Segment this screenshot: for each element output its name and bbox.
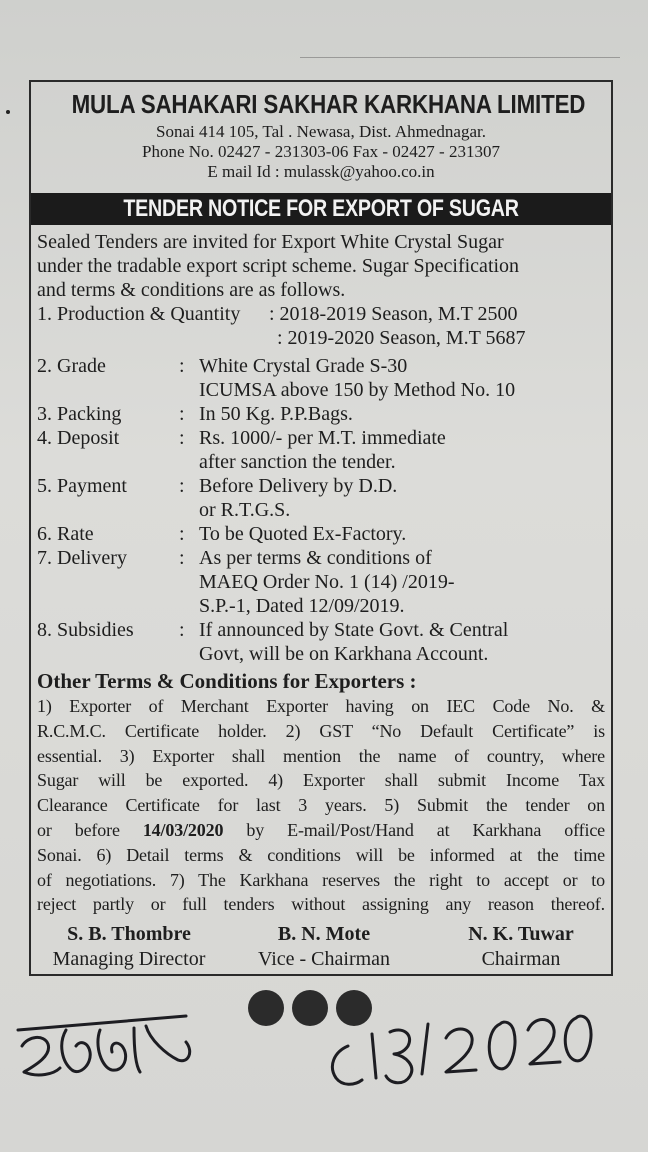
- ornament-dot: [248, 990, 284, 1026]
- signatory-chairman: [441, 922, 601, 972]
- org-address: Sonai 414 105, Tal . Newasa, Dist. Ahmednagar.: [156, 122, 486, 141]
- signatory-role: Chairman: [481, 948, 561, 970]
- spec-label: 2. Grade: [37, 355, 106, 377]
- spec-value: S.P.-1, Dated 12/09/2019.: [199, 595, 405, 617]
- terms-line: Sugar will be exported. 4) Exporter shall submit Income Tax: [37, 770, 605, 791]
- spec-value: ICUMSA above 150 by Method No. 10: [199, 379, 516, 401]
- org-name: MULA SAHAKARI SAKHAR KARKHANA LIMITED: [71, 89, 586, 119]
- signatory-vice-chairman: [239, 922, 409, 972]
- signatory-role: Vice - Chairman: [257, 948, 391, 970]
- terms-line: Clearance Certificate for last 3 years. 5) Submit the tender on: [37, 795, 605, 816]
- page-rule: [300, 57, 620, 58]
- spec-label: 7. Delivery: [37, 547, 127, 569]
- tender-notice: [29, 80, 613, 976]
- terms-line: Sonai. 6) Detail terms & conditions will be informed at the time: [37, 844, 605, 865]
- notice-body: [37, 230, 607, 917]
- spec-colon: :: [179, 547, 185, 569]
- spec-colon: :: [179, 355, 185, 377]
- terms-line: essential. 3) Exporter shall mention the name of country, where: [37, 745, 605, 766]
- tender-deadline: 14/03/2020: [142, 819, 224, 840]
- notice-title: TENDER NOTICE FOR EXPORT OF SUGAR: [123, 195, 519, 222]
- spec-payment: [37, 474, 607, 522]
- spec-label: 4. Deposit: [37, 427, 120, 449]
- spec-value: : 2019-2020 Season, M.T 5687: [277, 327, 526, 349]
- spec-value: To be Quoted Ex-Factory.: [199, 523, 407, 545]
- spec-label: 3. Packing: [37, 403, 122, 425]
- intro-line: under the tradable export script scheme. Sugar Specification: [37, 255, 520, 277]
- org-email: E mail Id : mulassk@yahoo.co.in: [207, 162, 435, 181]
- ornament-dot: [292, 990, 328, 1026]
- notice-title-banner: [31, 193, 611, 225]
- spec-label: 1. Production & Quantity: [37, 303, 241, 325]
- handwritten-left-mark: [18, 1016, 190, 1075]
- terms-line: of negotiations. 7) The Karkhana reserves the right to accept or to: [37, 869, 605, 890]
- ornament-dot: [336, 990, 372, 1026]
- spec-label: 5. Payment: [37, 475, 127, 497]
- org-phone: Phone No. 02427 - 231303-06 Fax - 02427 - 231307: [142, 142, 500, 161]
- other-terms-title: Other Terms & Conditions for Exporters :: [37, 669, 417, 693]
- spec-grade: [37, 354, 607, 402]
- terms-line: [37, 818, 605, 843]
- terms-fragment: or before: [37, 819, 143, 840]
- spec-value: MAEQ Order No. 1 (14) /2019-: [199, 571, 455, 593]
- signatory-md: [37, 922, 221, 972]
- terms-line: 1) Exporter of Merchant Exporter having on IEC Code No. &: [37, 696, 605, 716]
- spec-value: or R.T.G.S.: [199, 499, 291, 521]
- spec-colon: :: [179, 475, 185, 497]
- spec-value: : 2018-2019 Season, M.T 2500: [269, 303, 518, 325]
- spec-value: If announced by State Govt. & Central: [199, 619, 509, 641]
- spec-value: White Crystal Grade S-30: [199, 355, 408, 377]
- notice-header: [31, 86, 611, 182]
- spec-production: [37, 302, 607, 350]
- spec-value: Rs. 1000/- per M.T. immediate: [199, 427, 446, 449]
- terms-fragment: by E-mail/Post/Hand at Karkhana office: [223, 819, 605, 840]
- terms-line: reject partly or full tenders without assigning any reason thereof.: [37, 894, 605, 915]
- signatory-name: B. N. Mote: [277, 923, 371, 945]
- spec-colon: :: [179, 619, 185, 641]
- signatory-name: S. B. Thombre: [67, 923, 191, 945]
- spec-value: In 50 Kg. P.P.Bags.: [199, 403, 353, 425]
- margin-dot: [6, 110, 10, 114]
- spec-value: Before Delivery by D.D.: [199, 475, 398, 497]
- other-terms-text: [37, 694, 605, 917]
- signatory-role: Managing Director: [52, 948, 206, 970]
- spec-colon: :: [179, 403, 185, 425]
- spec-colon: :: [179, 523, 185, 545]
- spec-packing: [37, 402, 607, 426]
- terms-line: R.C.M.C. Certificate holder. 2) GST “No Default Certificate” is: [37, 720, 605, 741]
- spec-subsidies: [37, 618, 607, 666]
- spec-delivery: [37, 546, 607, 618]
- intro-line: and terms & conditions are as follows.: [37, 279, 346, 301]
- spec-rate: [37, 522, 607, 546]
- signatory-name: N. K. Tuwar: [468, 923, 574, 945]
- intro-line: Sealed Tenders are invited for Export White Crystal Sugar: [37, 231, 504, 253]
- signatories: [31, 922, 611, 974]
- spec-value: As per terms & conditions of: [199, 547, 432, 569]
- handwritten-right-mark: [332, 1016, 591, 1084]
- spec-value: after sanction the tender.: [199, 451, 396, 473]
- spec-label: 6. Rate: [37, 523, 94, 545]
- spec-colon: :: [179, 427, 185, 449]
- spec-label: 8. Subsidies: [37, 619, 134, 641]
- spec-deposit: [37, 426, 607, 474]
- spec-value: Govt, will be on Karkhana Account.: [199, 643, 489, 665]
